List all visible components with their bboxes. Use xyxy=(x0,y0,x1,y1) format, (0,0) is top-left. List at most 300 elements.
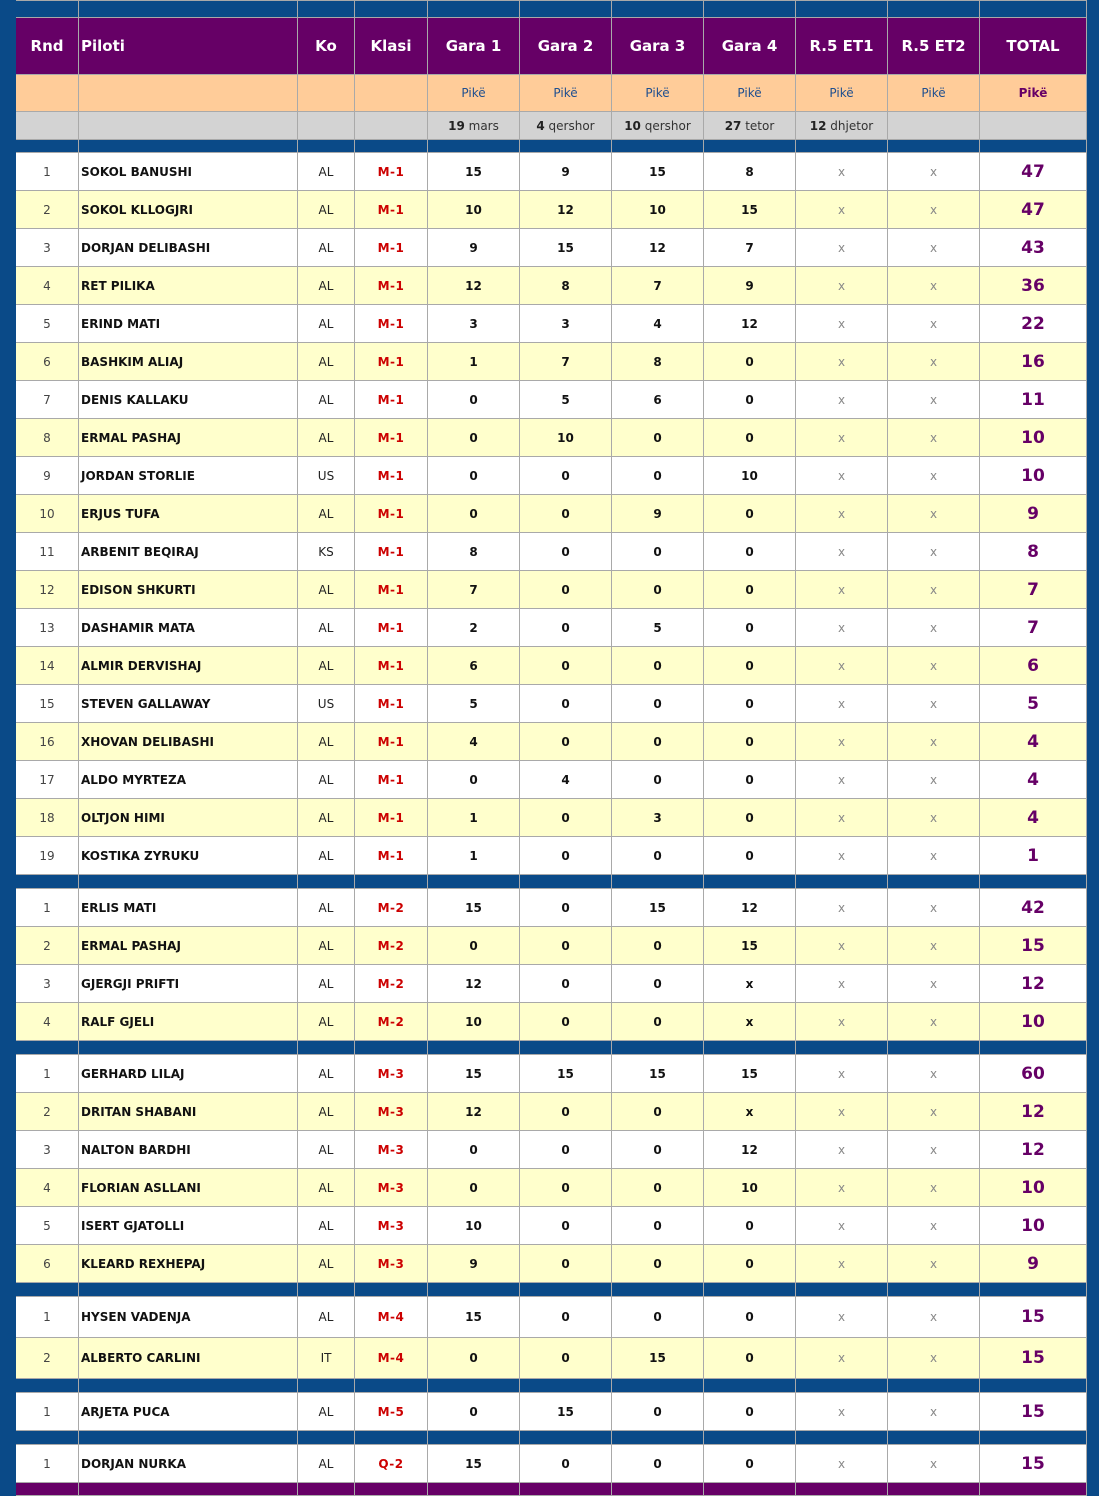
gara-1-cell: 7 xyxy=(428,571,520,609)
table-row xyxy=(1,305,1099,343)
gara-2-cell: 0 xyxy=(520,1131,612,1169)
gara-1-cell: 0 xyxy=(428,761,520,799)
pilot-name-cell: DORJAN NURKA xyxy=(79,1445,298,1483)
gara-4-cell: 0 xyxy=(704,1445,796,1483)
pilot-name-cell: GJERGJI PRIFTI xyxy=(79,965,298,1003)
points-label: Pikë xyxy=(612,75,704,112)
gara-4-cell: 7 xyxy=(704,229,796,267)
r5-et1-cell: x xyxy=(796,1393,888,1431)
r5-et1-cell: x xyxy=(796,1131,888,1169)
gara-4-cell: x xyxy=(704,1003,796,1041)
points-label: Pikë xyxy=(796,75,888,112)
klasi-cell: M-4 xyxy=(355,1338,428,1379)
table-row xyxy=(1,1093,1099,1131)
r5-et2-cell: x xyxy=(888,761,980,799)
table-row xyxy=(1,571,1099,609)
r5-et1-cell: x xyxy=(796,837,888,875)
klasi-cell: M-1 xyxy=(355,191,428,229)
gara-2-cell: 0 xyxy=(520,533,612,571)
table-row xyxy=(1,267,1099,305)
rank-cell: 2 xyxy=(16,1093,79,1131)
table-row xyxy=(1,685,1099,723)
r5-et1-cell: x xyxy=(796,229,888,267)
pilot-name-cell: ARJETA PUCA xyxy=(79,1393,298,1431)
gara-4-cell: 0 xyxy=(704,799,796,837)
pilot-name-cell: ERLIS MATI xyxy=(79,889,298,927)
r5-et1-cell: x xyxy=(796,305,888,343)
gara-4-cell: 0 xyxy=(704,343,796,381)
table-row xyxy=(1,1445,1099,1483)
rank-cell: 8 xyxy=(16,419,79,457)
gara-2-cell: 0 xyxy=(520,965,612,1003)
total-cell: 1 xyxy=(980,837,1087,875)
gara-1-cell: 0 xyxy=(428,1169,520,1207)
gara-2-cell: 0 xyxy=(520,1338,612,1379)
klasi-cell: M-1 xyxy=(355,533,428,571)
gara-1-cell: 10 xyxy=(428,1003,520,1041)
pilot-name-cell: FLORIAN ASLLANI xyxy=(79,1169,298,1207)
r5-et2-cell: x xyxy=(888,1338,980,1379)
dates-row xyxy=(1,112,1099,140)
pilot-name-cell: ERIND MATI xyxy=(79,305,298,343)
gara-4-cell: 0 xyxy=(704,761,796,799)
gara-4-cell: 10 xyxy=(704,457,796,495)
table-row xyxy=(1,153,1099,191)
gara-2-cell: 3 xyxy=(520,305,612,343)
gara-3-cell: 15 xyxy=(612,1338,704,1379)
gara-4-cell: 0 xyxy=(704,533,796,571)
gara-1-cell: 0 xyxy=(428,1131,520,1169)
points-row xyxy=(1,75,1099,112)
gara-3-cell: 0 xyxy=(612,1207,704,1245)
gara-4-cell: 0 xyxy=(704,1245,796,1283)
group-separator xyxy=(1,1431,1099,1445)
country-cell: AL xyxy=(298,1093,355,1131)
r5-et2-cell: x xyxy=(888,305,980,343)
country-cell: AL xyxy=(298,1003,355,1041)
total-cell: 4 xyxy=(980,761,1087,799)
gara-3-cell: 0 xyxy=(612,571,704,609)
r5-et1-cell: x xyxy=(796,191,888,229)
gara-2-cell: 0 xyxy=(520,647,612,685)
gara-3-cell: 15 xyxy=(612,1055,704,1093)
gara-3-cell: 15 xyxy=(612,889,704,927)
gara-2-cell: 15 xyxy=(520,229,612,267)
gara-4-cell: x xyxy=(704,965,796,1003)
gara-4-cell: x xyxy=(704,1093,796,1131)
race-date-month: mars xyxy=(468,118,499,133)
table-row xyxy=(1,799,1099,837)
r5-et2-cell: x xyxy=(888,1445,980,1483)
country-cell: AL xyxy=(298,837,355,875)
table-row xyxy=(1,837,1099,875)
pilot-name-cell: DRITAN SHABANI xyxy=(79,1093,298,1131)
klasi-cell: M-4 xyxy=(355,1297,428,1338)
gara-4-cell: 0 xyxy=(704,419,796,457)
total-cell: 60 xyxy=(980,1055,1087,1093)
gara-2-cell: 0 xyxy=(520,457,612,495)
country-cell: AL xyxy=(298,1297,355,1338)
rank-cell: 5 xyxy=(16,1207,79,1245)
gara-4-cell: 0 xyxy=(704,571,796,609)
rank-cell: 11 xyxy=(16,533,79,571)
r5-et1-cell: x xyxy=(796,647,888,685)
klasi-cell: M-1 xyxy=(355,229,428,267)
r5-et1-cell: x xyxy=(796,381,888,419)
r5-et2-cell: x xyxy=(888,889,980,927)
gara-4-cell: 0 xyxy=(704,837,796,875)
klasi-cell: M-1 xyxy=(355,495,428,533)
gara-3-cell: 0 xyxy=(612,965,704,1003)
bottom-strip xyxy=(1,1483,1099,1496)
gara-1-cell: 2 xyxy=(428,609,520,647)
gara-2-cell: 0 xyxy=(520,723,612,761)
gara-2-cell: 7 xyxy=(520,343,612,381)
r5-et1-cell: x xyxy=(796,1055,888,1093)
header-gara-2: Gara 2 xyxy=(520,18,612,75)
klasi-cell: M-1 xyxy=(355,799,428,837)
gara-4-cell: 12 xyxy=(704,1131,796,1169)
r5-et2-cell: x xyxy=(888,837,980,875)
pilot-name-cell: RALF GJELI xyxy=(79,1003,298,1041)
country-cell: AL xyxy=(298,723,355,761)
gara-2-cell: 15 xyxy=(520,1055,612,1093)
race-date-month: dhjetor xyxy=(830,118,874,133)
klasi-cell: M-3 xyxy=(355,1131,428,1169)
pilot-name-cell: KLEARD REXHEPAJ xyxy=(79,1245,298,1283)
pilot-name-cell: DASHAMIR MATA xyxy=(79,609,298,647)
header-row xyxy=(1,18,1099,75)
gara-3-cell: 10 xyxy=(612,191,704,229)
gara-1-cell: 15 xyxy=(428,889,520,927)
gara-4-cell: 12 xyxy=(704,889,796,927)
table-row xyxy=(1,1393,1099,1431)
r5-et2-cell: x xyxy=(888,965,980,1003)
gara-4-cell: 0 xyxy=(704,1338,796,1379)
header-r5-et1: R.5 ET1 xyxy=(796,18,888,75)
table-row xyxy=(1,1338,1099,1379)
total-cell: 7 xyxy=(980,571,1087,609)
rank-cell: 4 xyxy=(16,267,79,305)
r5-et1-cell: x xyxy=(796,1003,888,1041)
country-cell: AL xyxy=(298,305,355,343)
gara-2-cell: 9 xyxy=(520,153,612,191)
klasi-cell: M-1 xyxy=(355,457,428,495)
gara-4-cell: 15 xyxy=(704,927,796,965)
gara-3-cell: 0 xyxy=(612,685,704,723)
rank-cell: 15 xyxy=(16,685,79,723)
gara-1-cell: 4 xyxy=(428,723,520,761)
klasi-cell: M-3 xyxy=(355,1055,428,1093)
r5-et1-cell: x xyxy=(796,1245,888,1283)
gara-4-cell: 0 xyxy=(704,1207,796,1245)
pilot-name-cell: ALMIR DERVISHAJ xyxy=(79,647,298,685)
gara-4-cell: 0 xyxy=(704,495,796,533)
pilot-name-cell: KOSTIKA ZYRUKU xyxy=(79,837,298,875)
gara-3-cell: 4 xyxy=(612,305,704,343)
r5-et2-cell: x xyxy=(888,533,980,571)
r5-et1-cell: x xyxy=(796,267,888,305)
total-cell: 10 xyxy=(980,1003,1087,1041)
r5-et1-cell: x xyxy=(796,761,888,799)
gara-3-cell: 6 xyxy=(612,381,704,419)
rank-cell: 14 xyxy=(16,647,79,685)
r5-et2-cell: x xyxy=(888,457,980,495)
gara-1-cell: 15 xyxy=(428,1297,520,1338)
gara-4-cell: 0 xyxy=(704,381,796,419)
country-cell: AL xyxy=(298,1055,355,1093)
total-cell: 15 xyxy=(980,1445,1087,1483)
total-cell: 15 xyxy=(980,1393,1087,1431)
table-row xyxy=(1,495,1099,533)
r5-et1-cell: x xyxy=(796,571,888,609)
klasi-cell: M-1 xyxy=(355,609,428,647)
r5-et2-cell: x xyxy=(888,229,980,267)
gara-1-cell: 1 xyxy=(428,837,520,875)
pilot-name-cell: ARBENIT BEQIRAJ xyxy=(79,533,298,571)
gara-2-cell: 0 xyxy=(520,837,612,875)
table-row xyxy=(1,1131,1099,1169)
gara-4-cell: 15 xyxy=(704,191,796,229)
rank-cell: 1 xyxy=(16,153,79,191)
klasi-cell: M-2 xyxy=(355,1003,428,1041)
table-row xyxy=(1,1169,1099,1207)
race-date xyxy=(612,112,704,140)
rank-cell: 9 xyxy=(16,457,79,495)
r5-et2-cell: x xyxy=(888,1245,980,1283)
r5-et1-cell: x xyxy=(796,965,888,1003)
gara-2-cell: 0 xyxy=(520,927,612,965)
gara-2-cell: 0 xyxy=(520,1169,612,1207)
standings-body xyxy=(1,140,1099,1496)
gara-1-cell: 15 xyxy=(428,1055,520,1093)
total-cell: 10 xyxy=(980,457,1087,495)
r5-et2-cell: x xyxy=(888,799,980,837)
klasi-cell: M-1 xyxy=(355,761,428,799)
total-cell: 9 xyxy=(980,1245,1087,1283)
gara-1-cell: 1 xyxy=(428,343,520,381)
total-cell: 16 xyxy=(980,343,1087,381)
rank-cell: 7 xyxy=(16,381,79,419)
table-row xyxy=(1,609,1099,647)
race-date-day: 10 xyxy=(624,118,641,133)
r5-et2-cell: x xyxy=(888,609,980,647)
gara-3-cell: 0 xyxy=(612,761,704,799)
r5-et2-cell: x xyxy=(888,267,980,305)
total-cell: 15 xyxy=(980,1297,1087,1338)
pilot-name-cell: SOKOL KLLOGJRI xyxy=(79,191,298,229)
r5-et1-cell: x xyxy=(796,609,888,647)
klasi-cell: M-2 xyxy=(355,889,428,927)
race-date xyxy=(520,112,612,140)
gara-1-cell: 12 xyxy=(428,1093,520,1131)
header-gara-4: Gara 4 xyxy=(704,18,796,75)
gara-3-cell: 0 xyxy=(612,1297,704,1338)
race-date-day: 12 xyxy=(809,118,827,133)
points-label: Pikë xyxy=(704,75,796,112)
header-gara-1: Gara 1 xyxy=(428,18,520,75)
gara-3-cell: 3 xyxy=(612,799,704,837)
gara-1-cell: 12 xyxy=(428,267,520,305)
r5-et1-cell: x xyxy=(796,1338,888,1379)
gara-3-cell: 5 xyxy=(612,609,704,647)
gara-1-cell: 0 xyxy=(428,1393,520,1431)
klasi-cell: M-1 xyxy=(355,153,428,191)
country-cell: US xyxy=(298,457,355,495)
r5-et1-cell: x xyxy=(796,343,888,381)
total-cell: 4 xyxy=(980,723,1087,761)
country-cell: IT xyxy=(298,1338,355,1379)
r5-et2-cell: x xyxy=(888,1169,980,1207)
rank-cell: 12 xyxy=(16,571,79,609)
klasi-cell: M-1 xyxy=(355,647,428,685)
country-cell: AL xyxy=(298,1169,355,1207)
race-date xyxy=(704,112,796,140)
gara-4-cell: 0 xyxy=(704,647,796,685)
total-cell: 7 xyxy=(980,609,1087,647)
r5-et2-cell: x xyxy=(888,927,980,965)
pilot-name-cell: RET PILIKA xyxy=(79,267,298,305)
r5-et1-cell: x xyxy=(796,495,888,533)
klasi-cell: M-3 xyxy=(355,1207,428,1245)
klasi-cell: M-1 xyxy=(355,305,428,343)
gara-2-cell: 5 xyxy=(520,381,612,419)
gara-2-cell: 0 xyxy=(520,571,612,609)
country-cell: AL xyxy=(298,191,355,229)
pilot-name-cell: SOKOL BANUSHI xyxy=(79,153,298,191)
r5-et1-cell: x xyxy=(796,685,888,723)
rank-cell: 4 xyxy=(16,1169,79,1207)
gara-2-cell: 0 xyxy=(520,889,612,927)
race-date-day: 19 xyxy=(448,118,465,133)
r5-et2-cell: x xyxy=(888,191,980,229)
gara-3-cell: 0 xyxy=(612,457,704,495)
country-cell: AL xyxy=(298,609,355,647)
klasi-cell: M-1 xyxy=(355,419,428,457)
rank-cell: 13 xyxy=(16,609,79,647)
pilot-name-cell: GERHARD LILAJ xyxy=(79,1055,298,1093)
country-cell: AL xyxy=(298,1207,355,1245)
rank-cell: 3 xyxy=(16,229,79,267)
rank-cell: 1 xyxy=(16,1055,79,1093)
table-row xyxy=(1,761,1099,799)
gara-3-cell: 0 xyxy=(612,1093,704,1131)
klasi-cell: M-2 xyxy=(355,927,428,965)
country-cell: US xyxy=(298,685,355,723)
points-label: Pikë xyxy=(428,75,520,112)
country-cell: AL xyxy=(298,799,355,837)
gara-1-cell: 0 xyxy=(428,419,520,457)
rank-cell: 2 xyxy=(16,1338,79,1379)
gara-2-cell: 12 xyxy=(520,191,612,229)
pilot-name-cell: ERMAL PASHAJ xyxy=(79,419,298,457)
total-cell: 6 xyxy=(980,647,1087,685)
gara-1-cell: 9 xyxy=(428,229,520,267)
country-cell: AL xyxy=(298,1393,355,1431)
r5-et2-cell: x xyxy=(888,647,980,685)
country-cell: AL xyxy=(298,927,355,965)
gara-1-cell: 15 xyxy=(428,153,520,191)
table-row xyxy=(1,647,1099,685)
total-cell: 22 xyxy=(980,305,1087,343)
race-date-day: 4 xyxy=(536,118,545,133)
total-cell: 47 xyxy=(980,153,1087,191)
gara-2-cell: 0 xyxy=(520,495,612,533)
r5-et2-cell: x xyxy=(888,685,980,723)
klasi-cell: M-1 xyxy=(355,267,428,305)
race-date xyxy=(428,112,520,140)
gara-4-cell: 0 xyxy=(704,685,796,723)
total-cell: 15 xyxy=(980,927,1087,965)
gara-4-cell: 15 xyxy=(704,1055,796,1093)
table-row xyxy=(1,1245,1099,1283)
table-row xyxy=(1,965,1099,1003)
gara-4-cell: 8 xyxy=(704,153,796,191)
total-cell: 10 xyxy=(980,419,1087,457)
table-row xyxy=(1,1055,1099,1093)
gara-2-cell: 0 xyxy=(520,1003,612,1041)
country-cell: AL xyxy=(298,381,355,419)
header-klasi: Klasi xyxy=(355,18,428,75)
klasi-cell: M-1 xyxy=(355,571,428,609)
r5-et2-cell: x xyxy=(888,571,980,609)
pilot-name-cell: BASHKIM ALIAJ xyxy=(79,343,298,381)
gara-2-cell: 0 xyxy=(520,1445,612,1483)
total-cell: 10 xyxy=(980,1207,1087,1245)
gara-3-cell: 8 xyxy=(612,343,704,381)
rank-cell: 5 xyxy=(16,305,79,343)
total-cell: 36 xyxy=(980,267,1087,305)
gara-2-cell: 0 xyxy=(520,1245,612,1283)
klasi-cell: M-3 xyxy=(355,1169,428,1207)
r5-et2-cell: x xyxy=(888,1093,980,1131)
pilot-name-cell: ISERT GJATOLLI xyxy=(79,1207,298,1245)
klasi-cell: M-2 xyxy=(355,965,428,1003)
table-row xyxy=(1,381,1099,419)
gara-3-cell: 0 xyxy=(612,1003,704,1041)
klasi-cell: M-1 xyxy=(355,381,428,419)
gara-3-cell: 0 xyxy=(612,1393,704,1431)
gara-3-cell: 0 xyxy=(612,1169,704,1207)
klasi-cell: M-1 xyxy=(355,343,428,381)
total-cell: 42 xyxy=(980,889,1087,927)
table-row xyxy=(1,1297,1099,1338)
table-row xyxy=(1,343,1099,381)
total-cell: 10 xyxy=(980,1169,1087,1207)
gara-3-cell: 0 xyxy=(612,533,704,571)
rank-cell: 6 xyxy=(16,343,79,381)
total-cell: 8 xyxy=(980,533,1087,571)
country-cell: AL xyxy=(298,965,355,1003)
r5-et2-cell: x xyxy=(888,1055,980,1093)
klasi-cell: M-5 xyxy=(355,1393,428,1431)
r5-et1-cell: x xyxy=(796,1445,888,1483)
gara-4-cell: 0 xyxy=(704,1297,796,1338)
r5-et1-cell: x xyxy=(796,419,888,457)
r5-et1-cell: x xyxy=(796,1093,888,1131)
gara-2-cell: 0 xyxy=(520,1207,612,1245)
gara-3-cell: 0 xyxy=(612,647,704,685)
table-row xyxy=(1,229,1099,267)
gara-1-cell: 10 xyxy=(428,1207,520,1245)
header-rnd: Rnd xyxy=(16,18,79,75)
r5-et1-cell: x xyxy=(796,1169,888,1207)
r5-et2-cell: x xyxy=(888,343,980,381)
rank-cell: 16 xyxy=(16,723,79,761)
header-piloti: Piloti xyxy=(79,18,298,75)
total-cell: 5 xyxy=(980,685,1087,723)
gara-4-cell: 0 xyxy=(704,609,796,647)
